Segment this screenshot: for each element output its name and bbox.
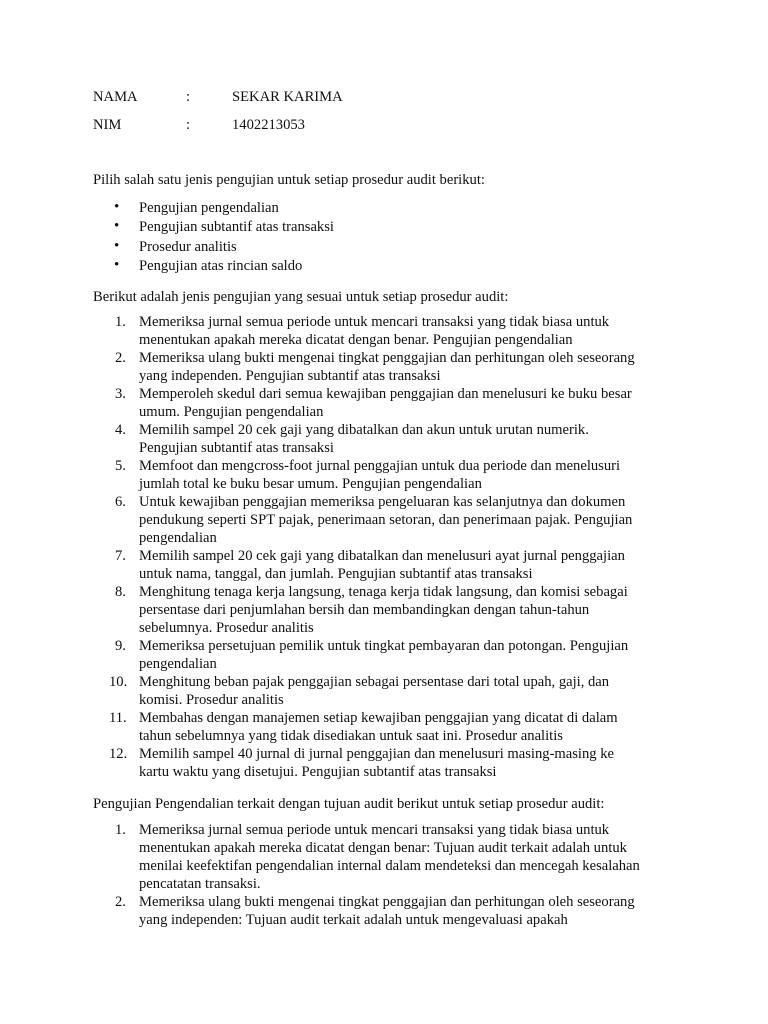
list-item [93, 493, 683, 547]
item-number: 8. [115, 584, 126, 600]
test-type-list [93, 199, 334, 277]
item-text-line: jumlah total ke buku besar umum. Pengujian pengendalian [139, 476, 482, 492]
list-item: • Pengujian subtantif atas transaksi [93, 218, 334, 237]
procedure-test-list [93, 313, 683, 781]
item-text-line: Menghitung tenaga kerja langsung, tenaga kerja tidak langsung, dan komisi sebagai [139, 584, 628, 600]
item-text-line: kartu waktu yang disetujui. Pengujian subtantif atas transaksi [139, 764, 497, 780]
item-text-line: yang independen: Tujuan audit terkait adalah untuk mengevaluasi apakah [139, 912, 568, 928]
list-item [93, 637, 683, 673]
item-text-line: Untuk kewajiban penggajian memeriksa pengeluaran kas selanjutnya dan dokumen [139, 494, 626, 510]
item-number: 3. [115, 386, 126, 402]
item-text-line: Memeriksa jurnal semua periode untuk mencari transaksi yang tidak biasa untuk [139, 822, 610, 838]
item-text-line: Membahas dengan manajemen setiap kewajiban penggajian yang dicatat di dalam [139, 710, 618, 726]
item-text-line: Memeriksa ulang bukti mengenai tingkat penggajian dan perhitungan oleh seseorang [139, 350, 635, 366]
item-text-line: Menghitung beban pajak penggajian sebagai persentase dari total upah, gaji, dan [139, 674, 610, 690]
list-item [93, 385, 683, 421]
list-item: • Pengujian atas rincian saldo [93, 257, 334, 276]
list-item [93, 349, 683, 385]
item-text-line: Memeriksa jurnal semua periode untuk mencari transaksi yang tidak biasa untuk [139, 314, 610, 330]
item-text-line: menilai keefektifan pengendalian internal dalam mendeteksi dan mencegah kesalahan [139, 858, 640, 874]
control-objective-list [93, 821, 683, 929]
item-text-line: Memilih sampel 40 jurnal di jurnal penggajian dan menelusuri masing-masing ke [139, 746, 615, 762]
item-text-line: Memilih sampel 20 cek gaji yang dibatalkan dan akun untuk urutan numerik. [139, 422, 589, 438]
item-number: 10. [109, 674, 128, 690]
item-text-line: Memeriksa persetujuan pemilik untuk tingkat pembayaran dan potongan. Pengujian [139, 638, 629, 654]
item-text-line: Memeriksa ulang bukti mengenai tingkat penggajian dan perhitungan oleh seseorang [139, 894, 635, 910]
section2-heading: Pengujian Pengendalian terkait dengan tujuan audit berikut untuk setiap prosedur audit: [93, 796, 605, 812]
list-item [93, 745, 683, 781]
list-item [93, 673, 683, 709]
list-item [93, 313, 683, 349]
item-number: 9. [115, 638, 126, 654]
intro-paragraph: Pilih salah satu jenis pengujian untuk setiap prosedur audit berikut: [93, 172, 485, 188]
item-text-line: menentukan apakah mereka dicatat dengan benar: Tujuan audit terkait adalah untuk [139, 840, 627, 856]
item-number: 1. [115, 314, 126, 330]
item-number: 5. [115, 458, 126, 474]
item-text-line: pencatatan transaksi. [139, 876, 261, 892]
item-number: 4. [115, 422, 126, 438]
list-item [93, 893, 683, 929]
item-number: 1. [115, 822, 126, 838]
item-text-line: menentukan apakah mereka dicatat dengan benar. Pengujian pengendalian [139, 332, 573, 348]
item-text-line: yang independen. Pengujian subtantif atas transaksi [139, 368, 441, 384]
nim-value: 1402213053 [232, 117, 305, 133]
item-text-line: sebelumnya. Prosedur analitis [139, 620, 314, 636]
nim-label: NIM [93, 117, 122, 133]
list-item [93, 709, 683, 745]
item-text-line: tahun sebelumnya yang tidak disediakan untuk saat ini. Prosedur analitis [139, 728, 563, 744]
item-number: 7. [115, 548, 126, 564]
item-number: 6. [115, 494, 126, 510]
item-number: 11. [109, 710, 127, 726]
item-text-line: Pengujian subtantif atas transaksi [139, 440, 334, 456]
list-item: • Prosedur analitis [93, 238, 334, 257]
item-text-line: pengendalian [139, 656, 217, 672]
item-text-line: untuk nama, tanggal, dan jumlah. Pengujian subtantif atas transaksi [139, 566, 533, 582]
item-number: 12. [109, 746, 128, 762]
item-text-line: Memfoot dan mengcross-foot jurnal penggajian untuk dua periode dan menelusuri [139, 458, 621, 474]
section1-heading: Berikut adalah jenis pengujian yang sesuai untuk setiap prosedur audit: [93, 289, 509, 305]
list-item [93, 583, 683, 637]
item-text-line: Memilih sampel 20 cek gaji yang dibatalkan dan menelusuri ayat jurnal penggajian [139, 548, 625, 564]
item-text-line: Memperoleh skedul dari semua kewajiban penggajian dan menelusuri ke buku besar [139, 386, 632, 402]
list-item [93, 421, 683, 457]
nim-colon: : [186, 117, 191, 133]
item-text-line: persentase dari penjumlahan bersih dan membandingkan dengan tahun-tahun [139, 602, 590, 618]
name-colon: : [186, 89, 191, 105]
list-item: • Pengujian pengendalian [93, 199, 334, 218]
list-item [93, 821, 683, 893]
item-number: 2. [115, 894, 126, 910]
item-text-line: pengendalian [139, 530, 217, 546]
item-text-line: komisi. Prosedur analitis [139, 692, 284, 708]
item-text-line: umum. Pengujian pengendalian [139, 404, 324, 420]
item-number: 2. [115, 350, 126, 366]
name-value: SEKAR KARIMA [232, 89, 343, 105]
item-text-line: pendukung seperti SPT pajak, penerimaan setoran, dan penerimaan pajak. Pengujian [139, 512, 633, 528]
list-item [93, 457, 683, 493]
list-item [93, 547, 683, 583]
name-label: NAMA [93, 89, 138, 105]
